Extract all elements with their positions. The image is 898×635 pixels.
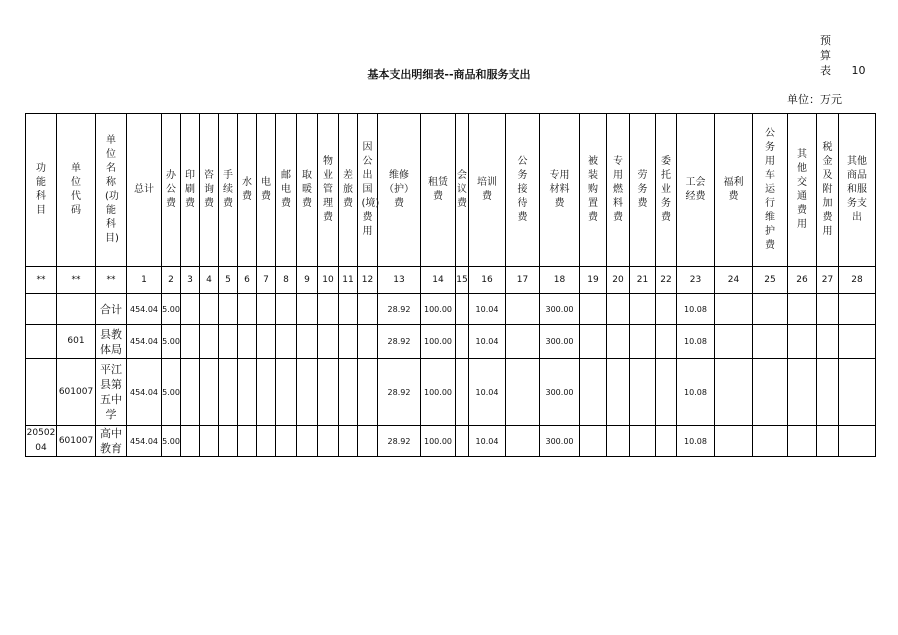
cell-amount <box>181 325 200 359</box>
cell-amount <box>219 294 238 325</box>
column-header-label: 印刷费 <box>185 170 195 209</box>
column-header-label: 专用材料费 <box>549 170 570 209</box>
column-header <box>788 114 817 267</box>
cell-amount: 300.00 <box>540 325 580 359</box>
column-header-label: 取暖费 <box>302 170 312 209</box>
cell-amount <box>607 325 630 359</box>
unit-label: 单位：万元 <box>787 93 842 106</box>
column-number: 14 <box>421 267 456 294</box>
cell-amount <box>580 325 607 359</box>
column-header-label: 手续费 <box>223 170 233 209</box>
cell-amount <box>297 359 318 426</box>
cell-amount: 454.04 <box>127 359 162 426</box>
cell-amount <box>788 325 817 359</box>
cell-amount <box>257 359 276 426</box>
cell-amount: 5.00 <box>162 426 181 457</box>
column-header-label: 其他商品和服务支出 <box>847 156 867 223</box>
column-header <box>753 114 788 267</box>
cell-amount <box>630 294 656 325</box>
column-header-label: 福利费 <box>723 177 744 202</box>
cell-amount <box>238 359 257 426</box>
cell-function-code <box>26 325 57 359</box>
column-number: 26 <box>788 267 817 294</box>
column-header <box>421 114 456 267</box>
cell-unit-name: 合计 <box>96 294 127 325</box>
cell-unit-name: 县教体局 <box>96 325 127 359</box>
cell-amount <box>358 294 378 325</box>
cell-amount <box>238 294 257 325</box>
cell-amount: 10.08 <box>677 359 715 426</box>
column-header-label: 被装购置费 <box>588 156 598 223</box>
cell-amount <box>456 325 469 359</box>
cell-amount: 10.08 <box>677 325 715 359</box>
column-header <box>469 114 506 267</box>
column-number: 11 <box>339 267 358 294</box>
column-number: 16 <box>469 267 506 294</box>
cell-amount <box>238 426 257 457</box>
column-header <box>276 114 297 267</box>
column-number: 5 <box>219 267 238 294</box>
cell-amount <box>656 426 677 457</box>
cell-unit-code: 601007 <box>57 426 96 457</box>
cell-amount: 28.92 <box>378 325 421 359</box>
cell-amount <box>607 294 630 325</box>
cell-amount <box>715 426 753 457</box>
column-number: 12 <box>358 267 378 294</box>
column-header <box>580 114 607 267</box>
column-header-label: 公务接待费 <box>517 156 528 223</box>
column-header <box>57 114 96 267</box>
column-header-label: 总计 <box>134 184 154 195</box>
column-number: ** <box>26 267 57 294</box>
column-number: 15 <box>456 267 469 294</box>
cell-unit-name: 平江县第五中学 <box>96 359 127 426</box>
column-header <box>339 114 358 267</box>
column-number: 23 <box>677 267 715 294</box>
column-header <box>378 114 421 267</box>
column-number: 20 <box>607 267 630 294</box>
column-header-label: 单位名称(功能科目) <box>105 135 119 244</box>
cell-amount: 10.08 <box>677 426 715 457</box>
cell-amount <box>339 426 358 457</box>
cell-amount <box>506 294 540 325</box>
cell-amount <box>788 426 817 457</box>
cell-amount <box>715 294 753 325</box>
cell-amount <box>456 294 469 325</box>
cell-amount <box>817 325 839 359</box>
budget-table <box>25 113 876 457</box>
cell-unit-code: 601 <box>57 325 96 359</box>
column-number: 19 <box>580 267 607 294</box>
cell-amount <box>506 325 540 359</box>
column-header-label: 专用燃料费 <box>613 156 623 223</box>
column-number: 25 <box>753 267 788 294</box>
column-number: ** <box>96 267 127 294</box>
column-number: 6 <box>238 267 257 294</box>
cell-amount: 10.04 <box>469 426 506 457</box>
table-row <box>26 359 876 426</box>
cell-amount: 100.00 <box>421 359 456 426</box>
column-header-label: 单位代码 <box>71 163 81 216</box>
column-header-label: 因公出国(境)费用 <box>361 142 380 237</box>
cell-amount: 5.00 <box>162 359 181 426</box>
cell-amount <box>181 294 200 325</box>
column-header <box>162 114 181 267</box>
column-header <box>238 114 257 267</box>
cell-amount <box>257 325 276 359</box>
cell-amount <box>506 359 540 426</box>
cell-amount <box>753 359 788 426</box>
cell-amount: 100.00 <box>421 426 456 457</box>
column-number: 24 <box>715 267 753 294</box>
cell-amount <box>200 426 219 457</box>
column-number: 17 <box>506 267 540 294</box>
cell-amount <box>630 426 656 457</box>
cell-unit-code <box>57 294 96 325</box>
cell-amount <box>839 359 876 426</box>
cell-amount <box>607 359 630 426</box>
cell-amount <box>753 426 788 457</box>
column-header-label: 物业管理费 <box>323 156 333 223</box>
column-number: ** <box>57 267 96 294</box>
cell-amount <box>219 325 238 359</box>
cell-amount <box>276 359 297 426</box>
column-number: 4 <box>200 267 219 294</box>
cell-amount <box>817 359 839 426</box>
cell-amount: 10.04 <box>469 325 506 359</box>
table-label: 预 算 表 <box>820 34 833 77</box>
cell-amount <box>318 325 339 359</box>
cell-amount <box>715 359 753 426</box>
column-header <box>456 114 469 267</box>
column-header <box>26 114 57 267</box>
column-header-label: 税金及附加费用 <box>822 142 833 237</box>
cell-amount: 28.92 <box>378 294 421 325</box>
column-number: 2 <box>162 267 181 294</box>
cell-amount: 28.92 <box>378 359 421 426</box>
column-header <box>677 114 715 267</box>
cell-amount <box>297 426 318 457</box>
column-number: 7 <box>257 267 276 294</box>
cell-amount: 100.00 <box>421 325 456 359</box>
column-header <box>817 114 839 267</box>
table-row <box>26 426 876 457</box>
cell-amount <box>630 325 656 359</box>
cell-amount <box>200 294 219 325</box>
column-number: 28 <box>839 267 876 294</box>
cell-amount <box>297 294 318 325</box>
cell-amount <box>506 426 540 457</box>
cell-amount: 454.04 <box>127 426 162 457</box>
column-header <box>181 114 200 267</box>
column-header <box>358 114 378 267</box>
cell-amount <box>630 359 656 426</box>
column-header <box>318 114 339 267</box>
cell-amount <box>276 426 297 457</box>
cell-amount <box>219 359 238 426</box>
column-header <box>607 114 630 267</box>
cell-amount: 454.04 <box>127 294 162 325</box>
column-header-label: 其他交通费用 <box>797 149 807 230</box>
cell-amount <box>715 325 753 359</box>
column-header <box>200 114 219 267</box>
cell-amount <box>656 294 677 325</box>
cell-amount: 10.04 <box>469 359 506 426</box>
cell-amount <box>580 294 607 325</box>
column-number: 18 <box>540 267 580 294</box>
cell-amount <box>753 294 788 325</box>
column-header <box>839 114 876 267</box>
column-number: 21 <box>630 267 656 294</box>
cell-amount <box>788 359 817 426</box>
cell-amount <box>200 325 219 359</box>
column-header <box>96 114 127 267</box>
cell-amount <box>339 294 358 325</box>
cell-amount: 10.04 <box>469 294 506 325</box>
cell-amount <box>318 294 339 325</box>
header-row <box>26 114 876 267</box>
column-number: 1 <box>127 267 162 294</box>
cell-amount <box>339 359 358 426</box>
cell-amount <box>839 325 876 359</box>
column-header-label: 培训费 <box>477 177 497 202</box>
cell-amount <box>257 426 276 457</box>
column-number: 13 <box>378 267 421 294</box>
column-header <box>656 114 677 267</box>
cell-amount: 28.92 <box>378 426 421 457</box>
column-header-label: 咨询费 <box>204 170 214 209</box>
cell-amount: 100.00 <box>421 294 456 325</box>
cell-amount <box>607 426 630 457</box>
cell-amount: 300.00 <box>540 426 580 457</box>
column-header-label: 劳务费 <box>637 170 648 209</box>
cell-amount <box>656 359 677 426</box>
column-header <box>127 114 162 267</box>
cell-function-code: 2050204 <box>26 426 57 457</box>
table-row <box>26 294 876 325</box>
column-header-label: 维修（护）费 <box>384 170 414 209</box>
cell-amount <box>339 325 358 359</box>
column-header-label: 办公费 <box>166 170 176 209</box>
cell-amount <box>788 294 817 325</box>
column-number: 22 <box>656 267 677 294</box>
column-header-label: 会议费 <box>457 170 467 209</box>
cell-amount <box>839 426 876 457</box>
column-number: 8 <box>276 267 297 294</box>
cell-amount <box>456 426 469 457</box>
table-row <box>26 325 876 359</box>
cell-amount: 10.08 <box>677 294 715 325</box>
cell-amount <box>276 325 297 359</box>
cell-amount <box>817 426 839 457</box>
cell-function-code <box>26 294 57 325</box>
cell-amount <box>200 359 219 426</box>
column-header <box>630 114 656 267</box>
cell-amount <box>318 359 339 426</box>
cell-amount <box>181 426 200 457</box>
column-header-label: 工会经费 <box>685 177 706 202</box>
cell-amount: 5.00 <box>162 294 181 325</box>
cell-amount: 5.00 <box>162 325 181 359</box>
column-header-label: 差旅费 <box>343 170 353 209</box>
column-header-label: 电费 <box>261 177 271 202</box>
column-number: 9 <box>297 267 318 294</box>
cell-amount <box>839 294 876 325</box>
cell-unit-name: 高中教育 <box>96 426 127 457</box>
table-number-value: 10 <box>851 64 866 77</box>
cell-amount <box>580 359 607 426</box>
cell-amount <box>358 426 378 457</box>
column-header <box>297 114 318 267</box>
cell-amount <box>817 294 839 325</box>
column-header-label: 功能科目 <box>36 163 46 216</box>
cell-amount <box>276 294 297 325</box>
column-header <box>257 114 276 267</box>
column-header-label: 水费 <box>242 177 252 202</box>
cell-amount: 454.04 <box>127 325 162 359</box>
cell-amount <box>358 359 378 426</box>
cell-amount: 300.00 <box>540 359 580 426</box>
cell-amount <box>358 325 378 359</box>
cell-amount <box>656 325 677 359</box>
cell-amount <box>753 325 788 359</box>
column-number: 3 <box>181 267 200 294</box>
cell-amount <box>297 325 318 359</box>
column-header-label: 委托业务费 <box>661 156 671 223</box>
column-number: 10 <box>318 267 339 294</box>
cell-amount <box>219 426 238 457</box>
cell-amount <box>257 294 276 325</box>
column-header <box>219 114 238 267</box>
cell-amount <box>181 359 200 426</box>
cell-amount <box>456 359 469 426</box>
column-header <box>715 114 753 267</box>
column-number: 27 <box>817 267 839 294</box>
cell-amount: 300.00 <box>540 294 580 325</box>
column-header <box>540 114 580 267</box>
column-header-label: 租赁费 <box>428 177 448 202</box>
column-header-label: 邮电费 <box>281 170 291 209</box>
cell-amount <box>238 325 257 359</box>
cell-unit-code: 601007 <box>57 359 96 426</box>
column-number-row <box>26 267 876 294</box>
page-title: 基本支出明细表--商品和服务支出 <box>367 68 531 81</box>
cell-amount <box>318 426 339 457</box>
cell-amount <box>580 426 607 457</box>
column-header-label: 公务用车运行维护费 <box>765 128 775 251</box>
column-header <box>506 114 540 267</box>
cell-function-code <box>26 359 57 426</box>
